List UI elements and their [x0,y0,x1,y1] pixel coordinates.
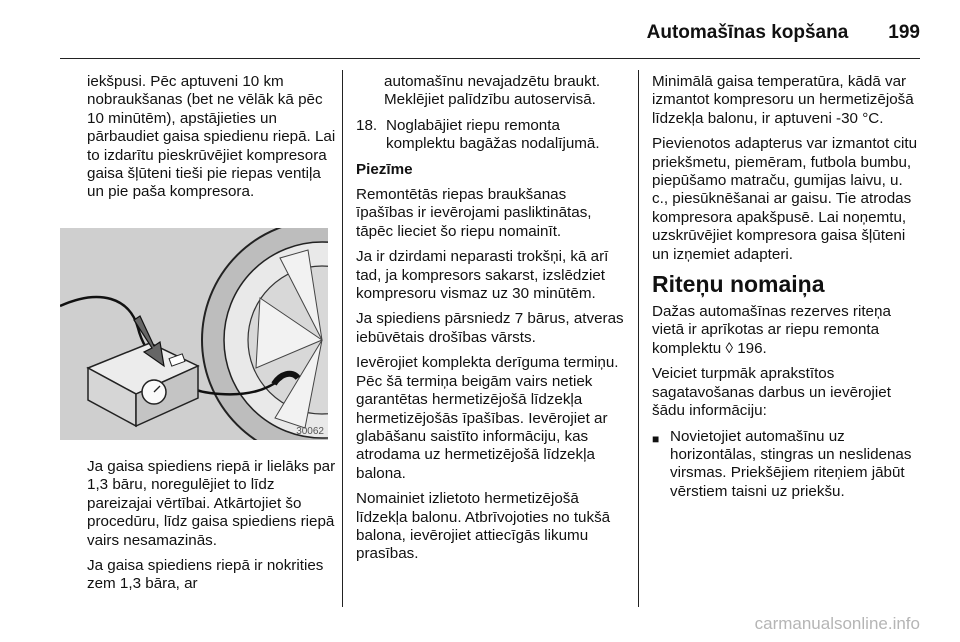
column-3 [652,73,922,501]
col1-paragraph-3: Ja gaisa spiediens riepā ir nokrities zem 1,3 bāra, ar [87,557,324,593]
column-1-lower [87,458,339,601]
column-divider-2 [638,70,639,607]
step-18-text: Noglabājiet riepu remonta komplektu bagāžas nodalījumā. [386,116,600,153]
bullet-item [652,428,922,502]
note-text: Remontētās riepas braukšanas īpašības ir ievērojami pasliktinātas, tāpēc lieciet šo riepu nomainīt. [356,186,592,240]
note-title: Piezīme [356,160,413,178]
bullet-square-icon: ■ [652,431,660,446]
page-header [60,16,920,50]
column-2 [356,73,626,571]
cross-reference-icon[interactable]: ◊ [725,339,733,357]
col3-paragraph-1: Minimālā gaisa temperatūra, kādā var izmantot kompresoru un hermetizējošā līdzekļa balonu, ir aptuveni -30 °C. [652,73,914,127]
header-rule [60,58,920,59]
column-1 [87,73,339,209]
chapter-title: Automašīnas kopšana [646,22,849,43]
step-18 [356,117,626,154]
col2-paragraph-1: Ja ir dzirdami neparasti trokšņi, kā arī tad, ja kompresors sakarst, izslēdziet kompresoru vismaz uz 30 minūtēm. [356,248,609,303]
cross-reference-page[interactable]: 196. [737,339,767,357]
watermark: carmanualsonline.info [754,614,920,633]
col2-paragraph-4: Nomainiet izlietoto hermetizējošā līdzekļa balonu. Atbrīvojoties no tukšā balona, ievērojiet attiecīgās likumu prasības. [356,490,611,563]
figure-code: 30062 [296,426,324,437]
col2-paragraph-2: Ja spiediens pārsniedz 7 bārus, atveras iebūvētais drošības vārsts. [356,310,624,346]
col1-paragraph-1: iekšpusi. Pēc aptuveni 10 km nobraukšanas (bet ne vēlāk kā pēc 10 minūtēm), apstājieties un pārbaudiet gaisa spiedienu riepā. Lai to izdarītu pieskrūvējiet kompresora gaisa šļūteni tieši pie riepas ventiļa un pie paša kompresora. [87,73,336,201]
col3-paragraph-3 [652,303,922,358]
step-18-number: 18. [356,116,378,134]
column-divider-1 [342,70,343,607]
tire-compressor-illustration [60,228,328,440]
col3-paragraph-4: Veiciet turpmāk aprakstītos sagatavošanas darbus un ievērojiet šādu informāciju: [652,365,891,420]
compressor-drawing [60,228,328,440]
section-title: Riteņu nomaiņa [652,271,825,298]
page-number: 199 [888,22,920,43]
col2-paragraph-3: Ievērojiet komplekta derīguma termiņu. Pēc šā termiņa beigām vairs netiek garantētas hermetizējošā līdzekļa hermetizējošās īpašības. Ievērojiet ar glabāšanu saistīto informāciju, kas atrodama uz hermetizējošā līdzekļa balona. [356,354,619,482]
col3-paragraph-2: Pievienotos adapterus var izmantot citu priekšmetu, piemēram, futbola bumbu, piepūšamo matraču, gumijas laivu, u. c., piesūknēšanai ar gaisu. Tie atrodas kompresora apakšpusē. Lai noņemtu, uzskrūvējiet kompresora gaisa šļūteni un izņemiet adapteri. [652,135,918,263]
bullet-text: Novietojiet automašīnu uz horizontālas, stingras un neslidenas virsmas. Priekšējiem riteņiem jābūt vērstiem taisni uz priekšu. [670,427,912,500]
col1-paragraph-2: Ja gaisa spiediens riepā ir lielāks par 1,3 bāru, noregulējiet to līdz pareizajai vērtībai. Atkārtojiet šo procedūru, līdz gaisa spiediens riepā vairs nesamazinās. [87,458,336,549]
col3-paragraph-3-text: Dažas automašīnas rezerves riteņa vietā ir aprīkotas ar riepu remonta komplektu [652,303,891,357]
col2-continued-text: automašīnu nevajadzētu braukt. Meklējiet palīdzību autoservisā. [384,73,601,109]
